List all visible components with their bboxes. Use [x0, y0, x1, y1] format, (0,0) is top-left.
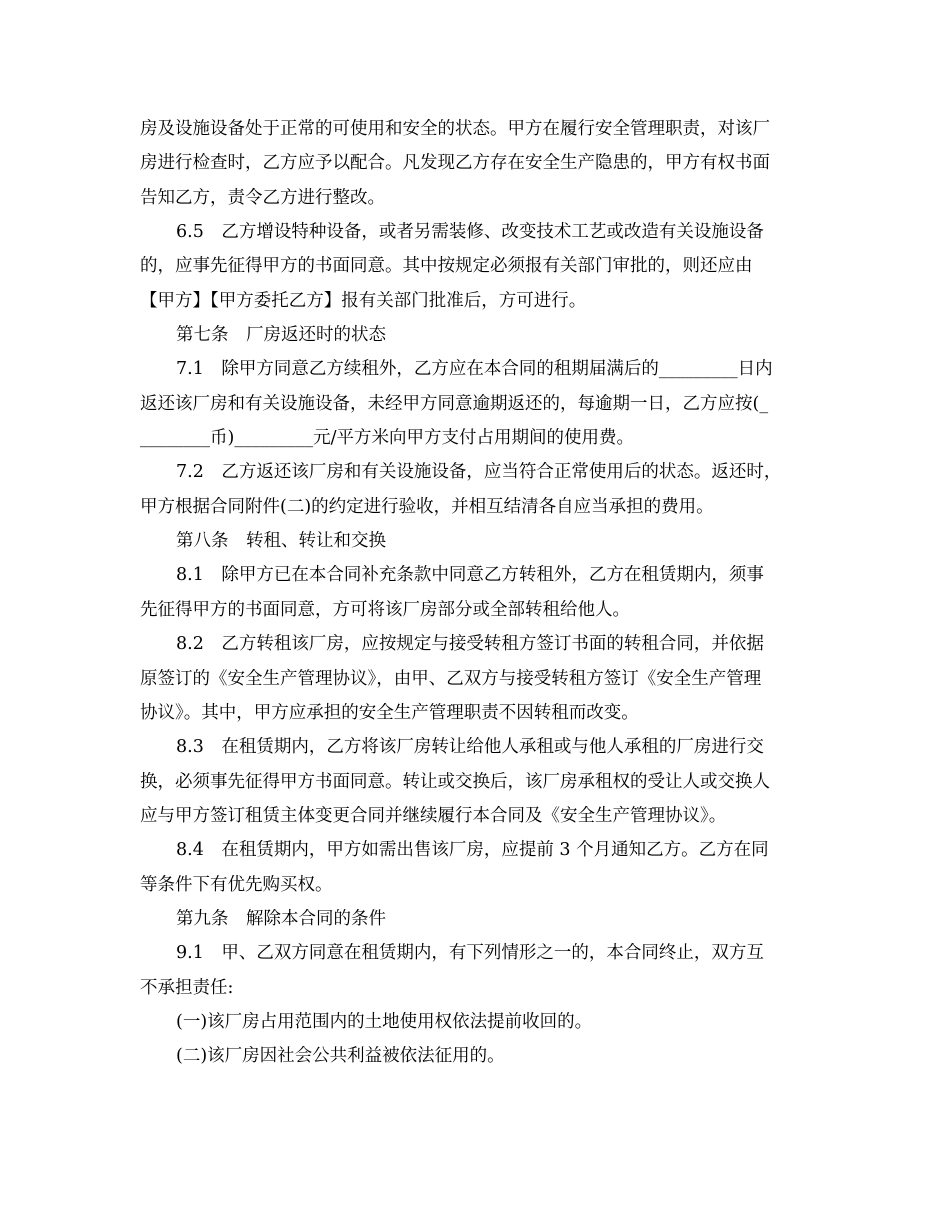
- paragraph-start-line: 第七条 厂房返还时的状态: [176, 325, 386, 346]
- paragraph-start-line: (一)该厂房占用范围内的土地使用权依法提前收回的。: [176, 1011, 593, 1032]
- paragraph-line: 等条件下有优先购买权。: [140, 874, 333, 895]
- paragraph-start-line: 8.3 在租赁期内，乙方将该厂房转让给他人承租或与他人承租的厂房进行交: [176, 737, 764, 758]
- paragraph-line: 甲方根据合同附件(二)的约定进行验收，并相互结清各自应当承担的费用。: [140, 496, 714, 517]
- paragraph-line: 房及设施设备处于正常的可使用和安全的状态。甲方在履行安全管理职责，对该厂: [140, 119, 770, 139]
- paragraph-line: 的，应事先征得甲方的书面同意。其中按规定必须报有关部门审批的，则还应由: [140, 256, 753, 277]
- document-body: [140, 112, 830, 1074]
- paragraph-start-line: 8.2 乙方转租该厂房，应按规定与接受转租方签订书面的转租合同，并依据: [176, 634, 764, 655]
- paragraph-start-line: 第九条 解除本合同的条件: [176, 908, 386, 929]
- paragraph-line: 告知乙方，责令乙方进行整改。: [140, 187, 385, 208]
- paragraph-line: 换，必须事先征得甲方书面同意。转让或交换后，该厂房承租权的受让人或交换人: [140, 771, 770, 792]
- paragraph-line: 【甲方】【甲方委托乙方】报有关部门批准后，方可进行。: [140, 290, 587, 311]
- paragraph-line: 原签订的《安全生产管理协议》，由甲、乙双方与接受转租方签订《安全生产管理: [140, 668, 762, 689]
- paragraph-start-line: (二)该厂房因社会公共利益被依法征用的。: [176, 1046, 505, 1067]
- paragraph-line: 先征得甲方的书面同意，方可将该厂房部分或全部转租给他人。: [140, 599, 630, 620]
- paragraph-start-line: 8.4 在租赁期内，甲方如需出售该厂房，应提前 3 个月通知乙方。乙方在同: [176, 840, 769, 861]
- paragraph-line: ________币)_________元/平方米向甲方支付占用期间的使用费。: [140, 428, 634, 449]
- paragraph-line: 返还该厂房和有关设施设备，未经甲方同意逾期返还的，每逾期一日，乙方应按(_: [140, 393, 769, 414]
- paragraph-line: 房进行检查时，乙方应予以配合。凡发现乙方存在安全生产隐患的，甲方有权书面: [140, 153, 770, 174]
- paragraph-start-line: 6.5 乙方增设特种设备，或者另需装修、改变技术工艺或改造有关设施设备: [176, 222, 764, 243]
- paragraph-start-line: 8.1 除甲方已在本合同补充条款中同意乙方转租外，乙方在租赁期内，须事: [176, 565, 764, 586]
- paragraph-start-line: 7.1 除甲方同意乙方续租外，乙方应在本合同的租期届满后的_________日内: [176, 359, 773, 380]
- paragraph-line: 不承担责任:: [140, 977, 234, 998]
- paragraph-start-line: 第八条 转租、转让和交换: [176, 531, 386, 552]
- paragraph-line: 协议》。其中，甲方应承担的安全生产管理职责不因转租而改变。: [140, 702, 639, 723]
- paragraph-line: 应与甲方签订租赁主体变更合同并继续履行本合同及《安全生产管理协议》。: [140, 805, 727, 826]
- paragraph-start-line: 9.1 甲、乙双方同意在租赁期内，有下列情形之一的，本合同终止，双方互: [176, 943, 764, 964]
- paragraph-start-line: 7.2 乙方返还该厂房和有关设施设备，应当符合正常使用后的状态。返还时，: [176, 462, 782, 483]
